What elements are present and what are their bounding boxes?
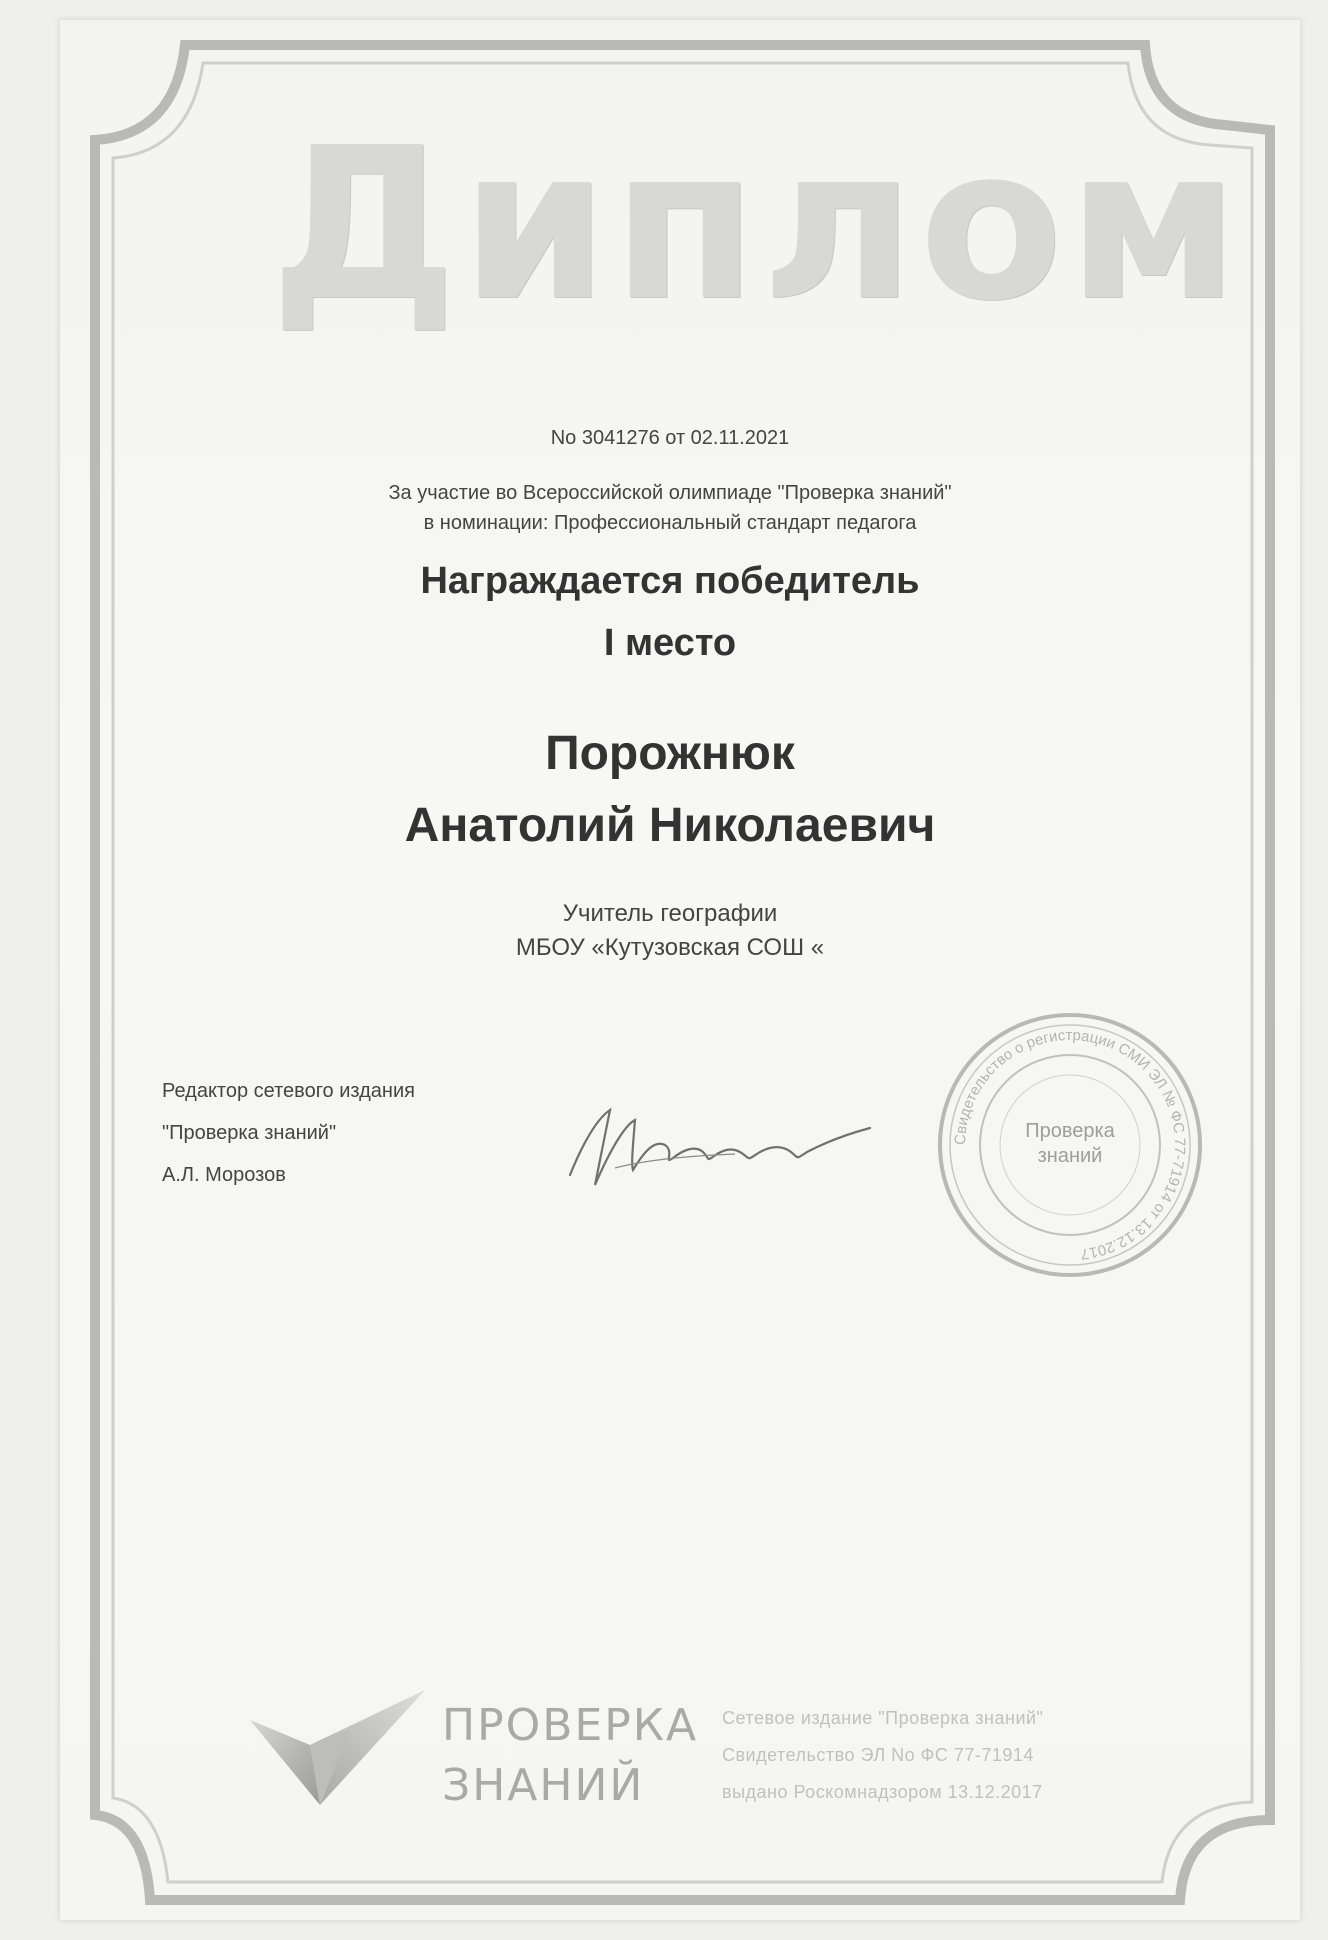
publication-seal [930, 1005, 1210, 1285]
registration-line2: Свидетельство ЭЛ No ФС 77-71914 [722, 1745, 1034, 1765]
seal-center-line2: знаний [1037, 1145, 1103, 1167]
checkmark-logo-icon [250, 1690, 430, 1810]
nomination-text: в номинации: Профессиональный стандарт педагога [423, 512, 917, 534]
recipient-school: МБОУ «Кутузовская СОШ « [515, 934, 825, 961]
recipient-given-names: Анатолий Николаевич [404, 799, 936, 852]
award-heading: Награждается победитель [420, 560, 920, 602]
editor-publication: "Проверка знаний" [162, 1122, 337, 1144]
registration-line1: Сетевое издание "Проверка знаний" [722, 1708, 1044, 1728]
registration-line3: выдано Роскомнадзором 13.12.2017 [722, 1782, 1043, 1802]
seal-ring-text: Свидетельство о регистрации СМИ ЭЛ № ФС 77-71914 от 13.12.2017 [951, 1026, 1189, 1263]
editor-name: А.Л. Морозов [162, 1164, 286, 1186]
editor-signature [555, 1090, 875, 1200]
recipient-position: Учитель географии [562, 900, 778, 927]
recipient-surname: Порожнюк [545, 727, 795, 780]
logo-text-line2: ЗНАНИЙ [442, 1760, 645, 1811]
participation-text: За участие во Всероссийской олимпиаде "Проверка знаний" [388, 482, 952, 504]
diploma-number: No 3041276 от 02.11.2021 [550, 427, 790, 449]
editor-title: Редактор сетевого издания [162, 1080, 415, 1102]
place-heading: I место [603, 622, 737, 664]
logo-text-line1: ПРОВЕРКА [442, 1700, 699, 1751]
diploma-title: Диплом [270, 102, 1243, 347]
seal-center-line1: Проверка [1025, 1120, 1115, 1142]
